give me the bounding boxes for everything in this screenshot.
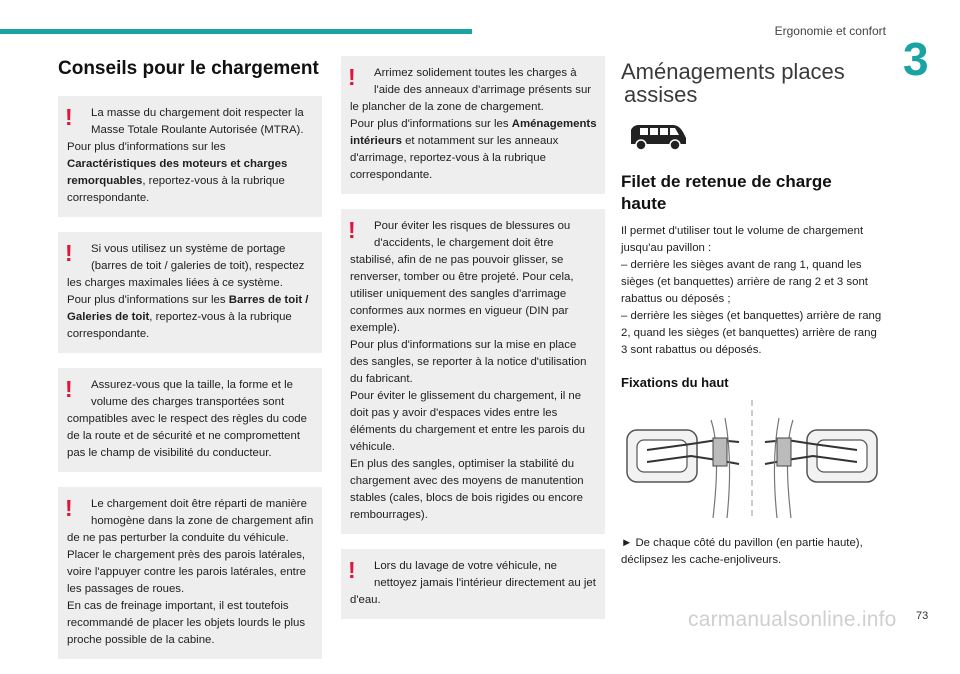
note-body <box>67 275 314 343</box>
note-lead: Le chargement doit être réparti de manière homogène dans la zone de chargement afin <box>91 498 314 527</box>
warning-icon: ! <box>348 217 356 243</box>
warning-note <box>58 368 322 472</box>
page-title: Conseils pour le chargement <box>58 58 319 79</box>
warning-note <box>341 56 605 194</box>
note-lead: Assurez-vous que la taille, la forme et le volume des charges transportées sont <box>91 379 293 408</box>
column-seating <box>621 56 883 569</box>
note-bold: Caractéristiques des moteurs et charges remorquables <box>67 158 288 187</box>
intro-text: Il permet d'utiliser tout le volume de chargement jusqu'au pavillon : – derrière les sièges avant de rang 1, quand les sièges (et banquettes) arrière de rang 2 et 3 sont rabattus ou déposés ; – derrière les sièges (et banquettes) arrière de rang 2, quand les sièges (et banquettes) arrière de rang 3 sont rabattus ou déposés. <box>621 225 882 356</box>
warning-note <box>58 232 322 353</box>
note-lead: Pour éviter les risques de blessures ou d'accidents, le chargement doit être <box>374 220 571 249</box>
warning-icon: ! <box>65 104 73 130</box>
note-lead: La masse du chargement doit respecter la Masse Totale Roulante Autorisée (MTRA). <box>91 107 304 136</box>
note-body: d'eau. <box>350 594 381 606</box>
chapter-number: 3 <box>903 33 929 85</box>
note-text: , reportez-vous à la rubrique correspondante. <box>67 311 292 340</box>
note-text: et notamment sur les anneaux d'arrimage, reportez-vous à la rubrique correspondante. <box>350 135 559 181</box>
section-title-line: assises <box>624 82 698 107</box>
column-loading-advice-cont <box>341 56 605 634</box>
note-body <box>350 99 597 184</box>
warning-icon: ! <box>65 240 73 266</box>
warning-note <box>58 487 322 659</box>
note-bold: Aménagements intérieurs <box>350 118 597 147</box>
note-text: Pour plus d'informations sur les <box>67 141 226 153</box>
note-lead: Si vous utilisez un système de portage (barres de toit / galeries de toit), respectez <box>91 243 305 272</box>
roof-fixation-illustration <box>621 400 883 520</box>
note-lead: Lors du lavage de votre véhicule, ne nettoyez jamais l'intérieur directement au jet <box>374 560 596 589</box>
step-text: ► De chaque côté du pavillon (en partie haute), déclipsez les cache-enjoliveurs. <box>621 537 863 566</box>
warning-icon: ! <box>65 376 73 402</box>
section-title <box>621 60 883 106</box>
note-body: compatibles avec le respect des règles du code de la route et de sécurité et ne compromettent pas le champ de visibilité du conducteur. <box>67 413 307 459</box>
warning-note <box>58 96 322 217</box>
note-body: stabilisé, afin de ne pas pouvoir glisser, se renverser, tomber ou être projeté. Pour cela, utiliser uniquement des sangles d'arrimage conformes aux normes en vigueur (DIN par exemple). Pour plus d'informations sur la mise en place des sangles, se reporter à la notice d'utilisation du fabricant. Pour éviter le glissement du chargement, il ne doit pas y avoir d'espaces vides entre les éléments du chargement et entre les parois du véhicule. En plus des sangles, optimiser la stabilité du chargement avec des moyens de manutention stables (cales, blocs de bois rigides ou encore rembourrages). <box>350 254 587 521</box>
note-body <box>67 139 314 207</box>
watermark: carmanualsonline.info <box>688 608 897 631</box>
van-icon <box>627 122 689 152</box>
section-header: Ergonomie et confort <box>774 24 886 38</box>
section-title-line: Aménagements places <box>621 59 845 84</box>
warning-note <box>341 549 605 619</box>
note-lead: Arrimez solidement toutes les charges à l'aide des anneaux d'arrimage présents sur <box>374 67 592 96</box>
subsection-title <box>621 171 883 215</box>
warning-note <box>341 209 605 534</box>
subsection-title-line: haute <box>621 194 667 213</box>
note-text: les charges maximales liées à ce système. Pour plus d'informations sur les <box>67 277 283 306</box>
page-number: 73 <box>916 610 929 622</box>
warning-icon: ! <box>65 495 73 521</box>
note-text: le plancher de la zone de chargement. Pour plus d'informations sur les <box>350 101 544 130</box>
note-bold: Barres de toit / Galeries de toit <box>67 294 309 323</box>
fixations-title: Fixations du haut <box>621 375 729 390</box>
subsection-title-line: Filet de retenue de charge <box>621 172 832 191</box>
note-text: , reportez-vous à la rubrique correspondante. <box>67 175 285 204</box>
warning-icon: ! <box>348 64 356 90</box>
header-accent-bar <box>0 29 472 34</box>
warning-icon: ! <box>348 557 356 583</box>
note-body: de ne pas perturber la conduite du véhicule. Placer le chargement près des parois latérales, voire l'appuyer contre les parois latérales, entre les passages de roues. En cas de freinage important, il est toutefois recommandé de placer les objets lourds le plus proche possible de la cabine. <box>67 532 306 646</box>
column-loading-advice <box>58 56 322 674</box>
